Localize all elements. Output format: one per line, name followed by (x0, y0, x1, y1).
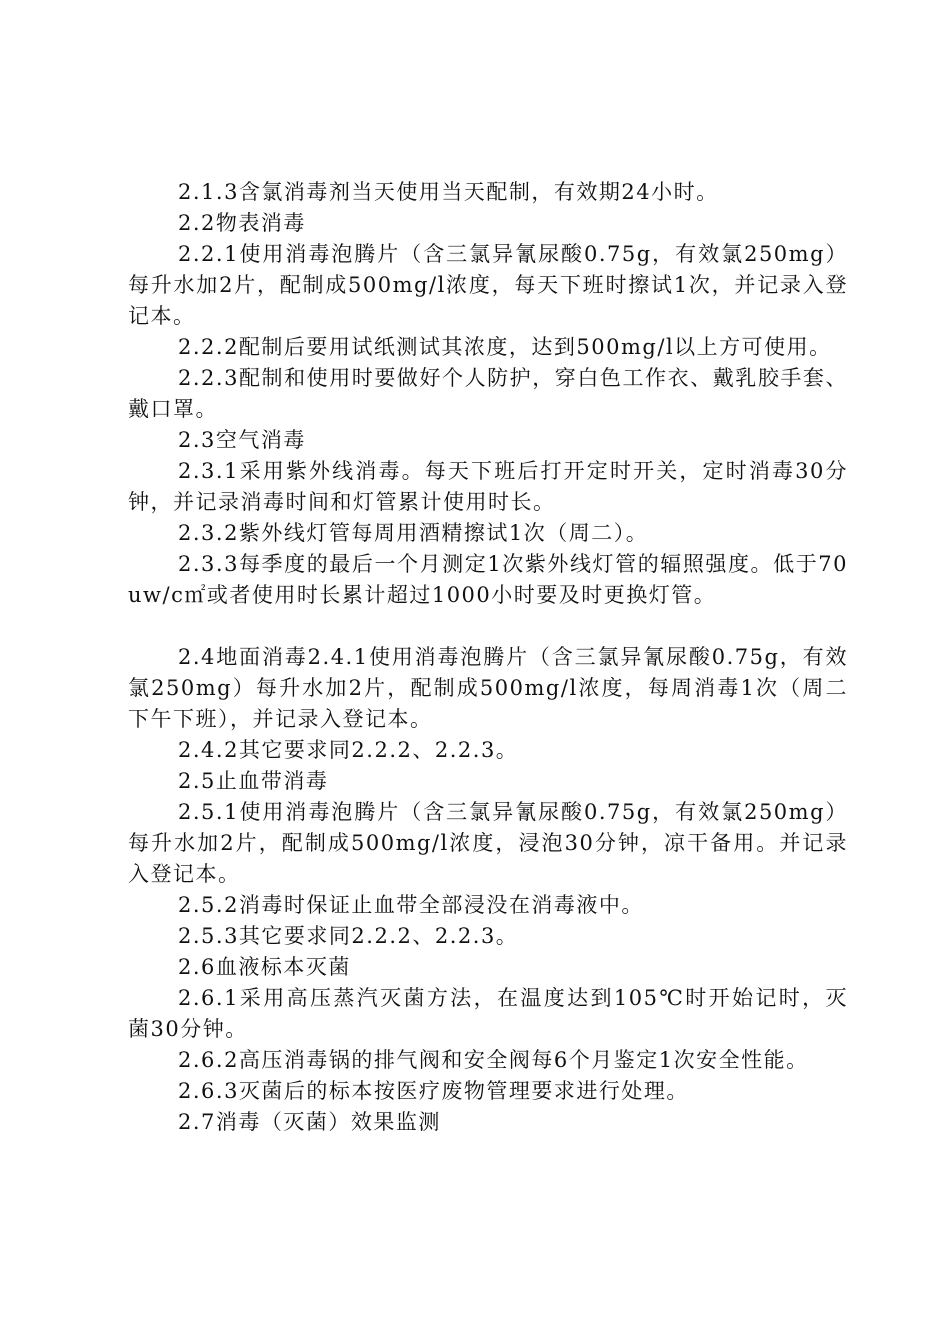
paragraph-2-5-2: 2.5.2消毒时保证止血带全部浸没在消毒液中。 (178, 893, 644, 917)
heading-2-7: 2.7消毒（灭菌）效果监测 (178, 1110, 441, 1134)
heading-2-3: 2.3空气消毒 (178, 428, 306, 452)
paragraph-2-2-1: 2.2.1使用消毒泡腾片（含三氯异氰尿酸0.75g，有效氯250mg）每升水加2片，配制成500mg/l浓度，每天下班时擦试1次，并记录入登记本。 (128, 242, 848, 328)
paragraph-2-6-2: 2.6.2高压消毒锅的排气阀和安全阀每6个月鉴定1次安全性能。 (178, 1048, 809, 1072)
paragraph-2-5-1: 2.5.1使用消毒泡腾片（含三氯异氰尿酸0.75g，有效氯250mg）每升水加2片，配制成500mg/l浓度，浸泡30分钟，凉干备用。并记录入登记本。 (128, 800, 848, 886)
document-body (128, 177, 848, 1138)
heading-2-2: 2.2物表消毒 (178, 211, 306, 235)
paragraph-2-4-2: 2.4.2其它要求同2.2.2、2.2.3。 (178, 738, 519, 762)
heading-2-5: 2.5止血带消毒 (178, 769, 329, 793)
paragraph-2-2-2: 2.2.2配制后要用试纸测试其浓度，达到500mg/l以上方可使用。 (178, 335, 832, 359)
paragraph-2-4: 2.4地面消毒2.4.1使用消毒泡腾片（含三氯异氰尿酸0.75g，有效氯250mg）每升水加2片，配制成500mg/l浓度，每周消毒1次（周二下午下班），并记录入登记本。 (128, 645, 848, 731)
paragraph-2-5-3: 2.5.3其它要求同2.2.2、2.2.3。 (178, 924, 519, 948)
paragraph-2-3-2: 2.3.2紫外线灯管每周用酒精擦试1次（周二）。 (178, 521, 649, 545)
paragraph-2-6-3: 2.6.3灭菌后的标本按医疗废物管理要求进行处理。 (178, 1079, 689, 1103)
paragraph-2-3-1: 2.3.1采用紫外线消毒。每天下班后打开定时开关，定时消毒30分钟，并记录消毒时间和灯管累计使用时长。 (128, 459, 848, 514)
paragraph-2-2-3: 2.2.3配制和使用时要做好个人防护，穿白色工作衣、戴乳胶手套、戴口罩。 (128, 366, 848, 421)
paragraph-2-1-3: 2.1.3含氯消毒剂当天使用当天配制，有效期24小时。 (178, 180, 719, 204)
heading-2-6: 2.6血液标本灭菌 (178, 955, 351, 979)
paragraph-2-6-1: 2.6.1采用高压蒸汽灭菌方法，在温度达到105℃时开始记时，灭菌30分钟。 (128, 986, 848, 1041)
paragraph-2-3-3: 2.3.3每季度的最后一个月测定1次紫外线灯管的辐照强度。低于70uw/c㎡或者使用时长累计超过1000小时要及时更换灯管。 (128, 552, 848, 607)
